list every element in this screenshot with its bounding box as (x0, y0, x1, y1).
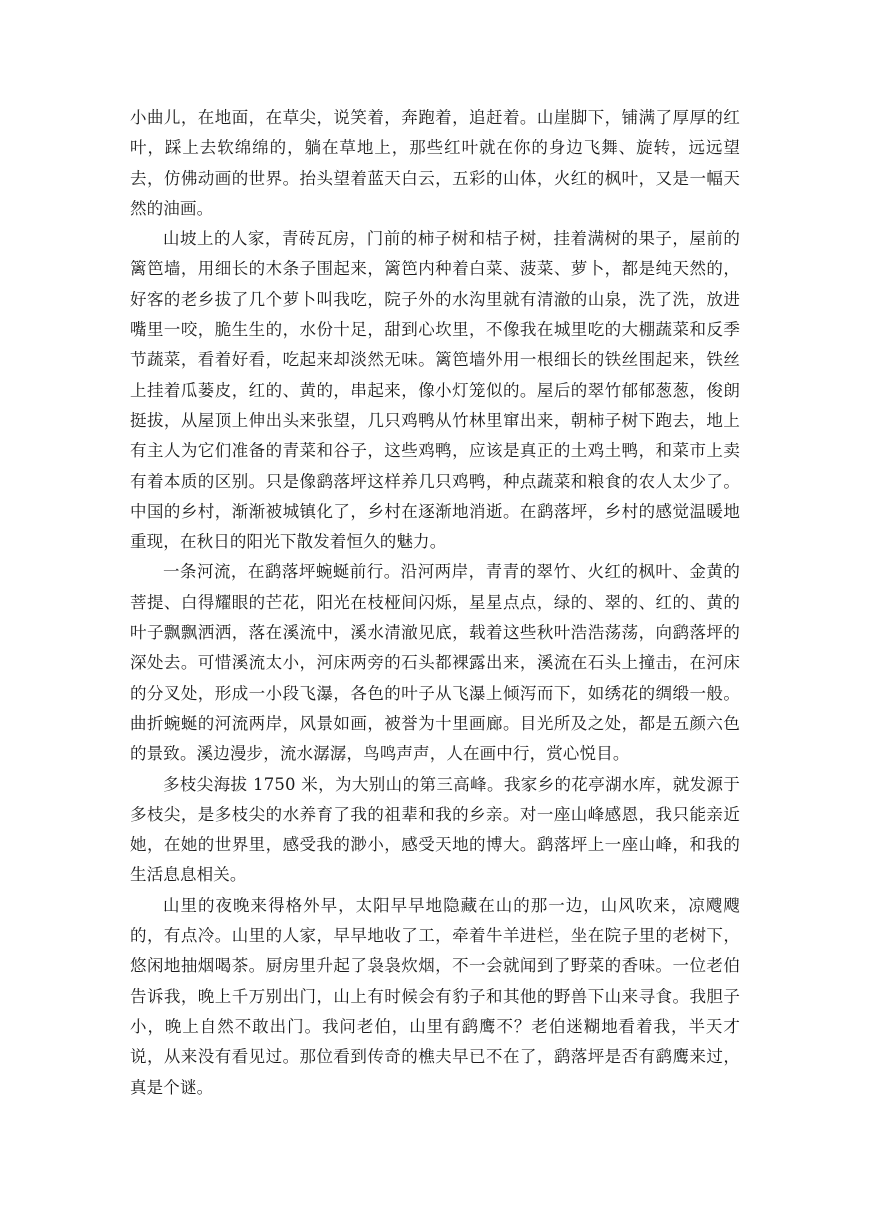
paragraph-mountain-homes: 山坡上的人家，青砖瓦房，门前的柿子树和桔子树，挂着满树的果子，屋前的篱笆墙，用细长的木条子围起来，篱笆内种着白菜、菠菜、萝卜，都是纯天然的，好客的老乡拔了几个萝卜叫我吃，院子外的水沟里就有清澈的山泉，洗了洗，放进嘴里一咬，脆生生的，水份十足，甜到心坎里，不像我在城里吃的大棚蔬菜和反季节蔬菜，看着好看，吃起来却淡然无味。篱笆墙外用一根细长的铁丝围起来，铁丝上挂着瓜蒌皮，红的、黄的，串起来，像小灯笼似的。屋后的翠竹郁郁葱葱，俊朗挺拔，从屋顶上伸出头来张望，几只鸡鸭从竹林里窜出来，朝柿子树下跑去，地上有主人为它们准备的青菜和谷子，这些鸡鸭，应该是真正的土鸡土鸭，和菜市上卖有着本质的区别。只是像鹞落坪这样养几只鸡鸭，种点蔬菜和粮食的农人太少了。中国的乡村，渐渐被城镇化了，乡村在逐渐地消逝。在鹞落坪，乡村的感觉温暖地重现，在秋日的阳光下散发着恒久的魅力。 (130, 229, 740, 552)
article-body (130, 103, 740, 1103)
paragraph-duozhijian-peak: 多枝尖海拔 1750 米，为大别山的第三高峰。我家乡的花亭湖水库，就发源于多枝尖，是多枝尖的水养育了我的祖辈和我的乡亲。对一座山峰感恩，我只能亲近她，在她的世界里，感受我的渺小，感受天地的博大。鹞落坪上一座山峰，和我的生活息息相关。 (130, 774, 740, 885)
paragraph-1-continuation: 小曲儿，在地面，在草尖，说笑着，奔跑着，追赶着。山崖脚下，铺满了厚厚的红叶，踩上去软绵绵的，躺在草地上，那些红叶就在你的身边飞舞、旋转，远远望去，仿佛动画的世界。抬头望着蓝天白云，五彩的山体，火红的枫叶，又是一幅天然的油画。 (130, 108, 740, 218)
paragraph-river: 一条河流，在鹞落坪蜿蜒前行。沿河两岸，青青的翠竹、火红的枫叶、金黄的菩提、白得耀眼的芒花，阳光在枝桠间闪烁，星星点点，绿的、翠的、红的、黄的叶子飘飘洒洒，落在溪流中，溪水清澈见底，载着这些秋叶浩浩荡荡，向鹞落坪的深处去。可惜溪流太小，河床两旁的石头都裸露出来，溪流在石头上撞击，在河床的分叉处，形成一小段飞瀑，各色的叶子从飞瀑上倾泻而下，如绣花的绸缎一般。曲折蜿蜒的河流两岸，风景如画，被誉为十里画廊。目光所及之处，都是五颜六色的景致。溪边漫步，流水潺潺，鸟鸣声声，人在画中行，赏心悦目。 (130, 562, 740, 764)
paragraph-mountain-night: 山里的夜晚来得格外早，太阳早早地隐藏在山的那一边，山风吹来，凉飕飕的，有点冷。山里的人家，早早地收了工，牵着牛羊进栏，坐在院子里的老树下，悠闲地抽烟喝茶。厨房里升起了袅袅炊烟，不一会就闻到了野菜的香味。一位老伯告诉我，晚上千万别出门，山上有时候会有豹子和其他的野兽下山来寻食。我胆子小，晚上自然不敢出门。我问老伯，山里有鹞鹰不？老伯迷糊地看着我，半天才说，从来没有看见过。那位看到传奇的樵夫早已不在了，鹞落坪是否有鹞鹰来过，真是个谜。 (130, 895, 740, 1097)
